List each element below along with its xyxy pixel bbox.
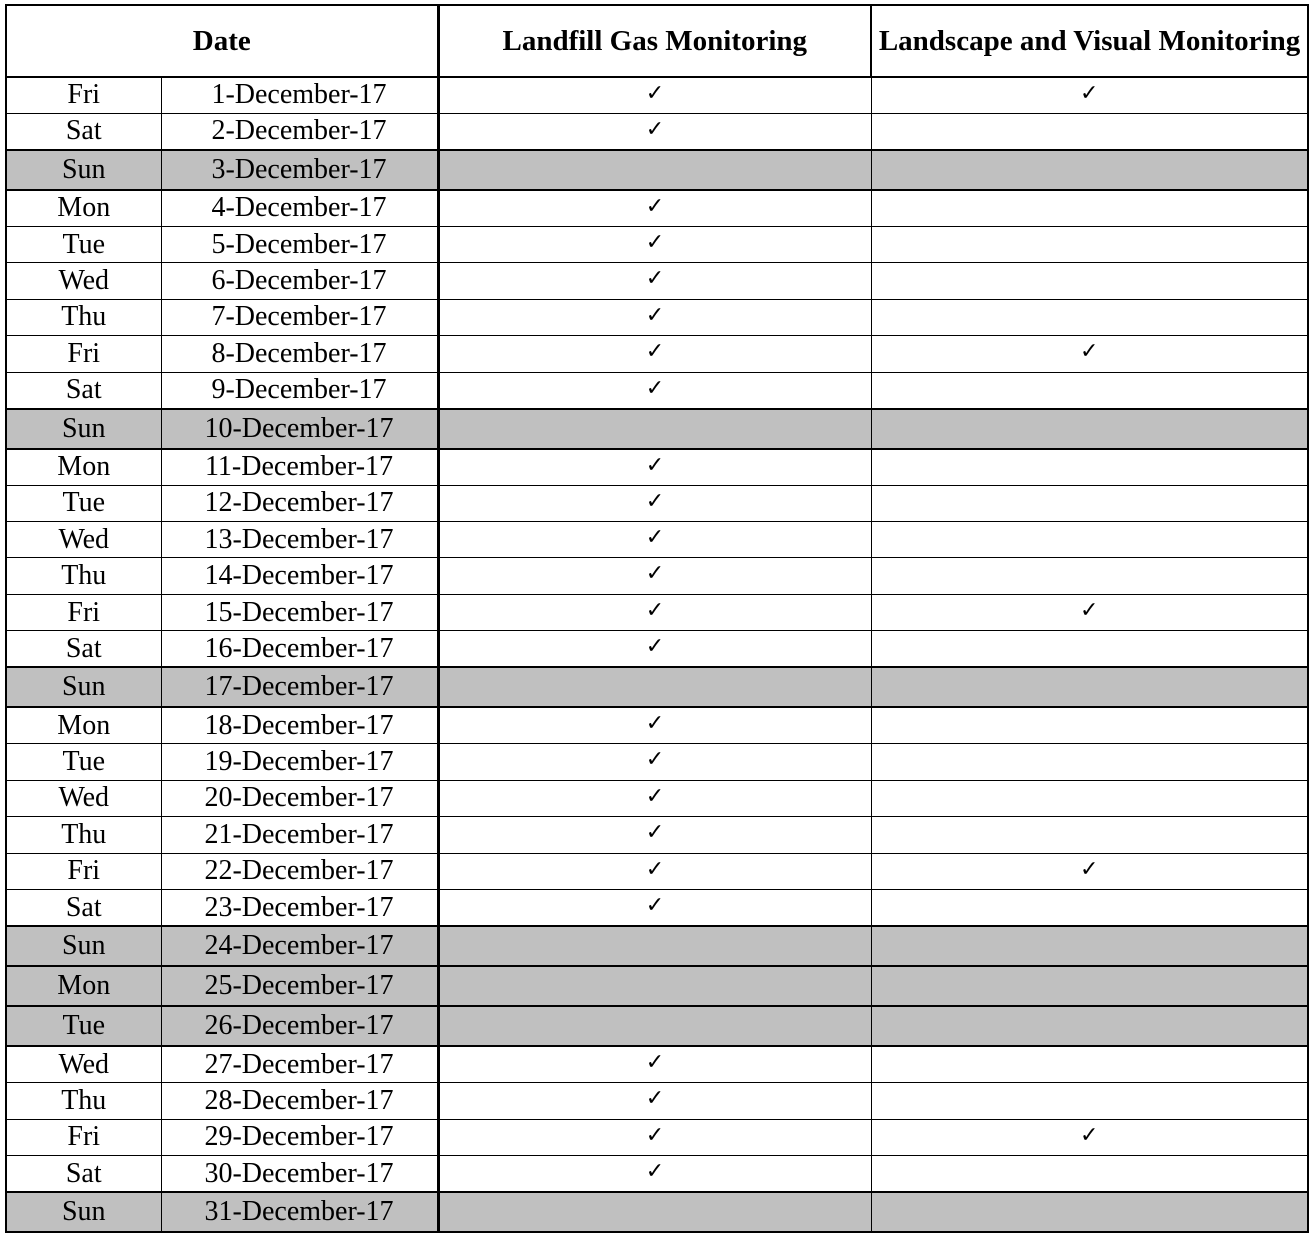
date-cell: 11-December-17	[161, 449, 438, 485]
landscape-visual-cell	[871, 449, 1308, 485]
date-cell: 12-December-17	[161, 485, 438, 521]
table-row	[6, 817, 1308, 853]
table-row	[6, 485, 1308, 521]
landfill-gas-cell	[438, 449, 871, 485]
landscape-visual-cell	[871, 522, 1308, 558]
date-cell: 25-December-17	[161, 966, 438, 1006]
check-mark-icon: ✓	[645, 783, 665, 809]
check-mark-icon: ✓	[645, 747, 665, 773]
table-row	[6, 1083, 1308, 1119]
date-cell: 17-December-17	[161, 667, 438, 707]
check-mark-icon: ✓	[645, 597, 665, 623]
table-row	[6, 1156, 1308, 1192]
check-mark-icon: ✓	[645, 81, 665, 106]
landscape-visual-cell	[871, 1156, 1308, 1192]
check-mark-icon: ✓	[645, 266, 665, 292]
date-cell: 24-December-17	[161, 926, 438, 966]
landscape-visual-cell	[871, 1119, 1308, 1155]
landfill-gas-cell	[438, 190, 871, 226]
landfill-gas-cell	[438, 1156, 871, 1192]
date-cell: 9-December-17	[161, 372, 438, 408]
date-cell: 29-December-17	[161, 1119, 438, 1155]
table-row	[6, 707, 1308, 743]
day-cell: Sat	[6, 372, 161, 408]
day-cell: Sun	[6, 409, 161, 449]
day-cell: Sun	[6, 926, 161, 966]
day-cell: Wed	[6, 263, 161, 299]
landfill-gas-cell	[438, 1119, 871, 1155]
day-cell: Sat	[6, 631, 161, 667]
check-mark-icon: ✓	[645, 525, 665, 551]
check-mark-icon: ✓	[1080, 856, 1099, 882]
date-cell: 2-December-17	[161, 113, 438, 149]
landfill-gas-cell	[438, 631, 871, 667]
day-cell: Sat	[6, 890, 161, 926]
landfill-gas-cell	[438, 77, 871, 113]
day-cell: Wed	[6, 780, 161, 816]
landscape-visual-cell	[871, 853, 1308, 889]
table-row	[6, 631, 1308, 667]
day-cell: Fri	[6, 853, 161, 889]
check-mark-icon: ✓	[645, 820, 665, 846]
day-cell: Tue	[6, 744, 161, 780]
date-cell: 28-December-17	[161, 1083, 438, 1119]
landfill-gas-column-header: Landfill Gas Monitoring	[438, 5, 871, 77]
date-cell: 19-December-17	[161, 744, 438, 780]
landfill-gas-cell	[438, 817, 871, 853]
table-row	[6, 667, 1308, 707]
landscape-visual-cell	[871, 1006, 1308, 1046]
table-row	[6, 150, 1308, 190]
landscape-visual-cell	[871, 1046, 1308, 1082]
landfill-gas-cell	[438, 780, 871, 816]
landfill-gas-cell	[438, 966, 871, 1006]
landfill-gas-cell	[438, 336, 871, 372]
landfill-gas-cell	[438, 890, 871, 926]
landfill-gas-cell	[438, 1046, 871, 1082]
landscape-visual-cell	[871, 77, 1308, 113]
check-mark-icon: ✓	[645, 488, 665, 514]
table-row	[6, 190, 1308, 226]
table-row	[6, 1046, 1308, 1082]
date-cell: 26-December-17	[161, 1006, 438, 1046]
table-row	[6, 890, 1308, 926]
date-cell: 6-December-17	[161, 263, 438, 299]
day-cell: Fri	[6, 594, 161, 630]
table-row	[6, 1006, 1308, 1046]
landfill-gas-cell	[438, 558, 871, 594]
day-cell: Tue	[6, 226, 161, 262]
check-mark-icon: ✓	[645, 561, 665, 587]
date-cell: 22-December-17	[161, 853, 438, 889]
day-cell: Thu	[6, 558, 161, 594]
day-cell: Fri	[6, 1119, 161, 1155]
landfill-gas-cell	[438, 522, 871, 558]
check-mark-icon: ✓	[1080, 339, 1099, 365]
landscape-visual-cell	[871, 150, 1308, 190]
landfill-gas-cell	[438, 226, 871, 262]
landfill-gas-cell	[438, 1083, 871, 1119]
landscape-visual-cell	[871, 299, 1308, 335]
landscape-visual-cell	[871, 1083, 1308, 1119]
table-row	[6, 77, 1308, 113]
check-mark-icon: ✓	[645, 634, 665, 660]
landfill-gas-cell	[438, 1192, 871, 1232]
table-row	[6, 1119, 1308, 1155]
landscape-visual-cell	[871, 485, 1308, 521]
day-cell: Mon	[6, 966, 161, 1006]
day-cell: Wed	[6, 1046, 161, 1082]
landscape-visual-cell	[871, 667, 1308, 707]
landscape-visual-cell	[871, 890, 1308, 926]
landscape-visual-cell	[871, 409, 1308, 449]
landfill-gas-cell	[438, 1006, 871, 1046]
check-mark-icon: ✓	[645, 1159, 665, 1185]
day-cell: Sat	[6, 113, 161, 149]
landscape-visual-cell	[871, 1192, 1308, 1232]
day-cell: Fri	[6, 77, 161, 113]
day-cell: Tue	[6, 485, 161, 521]
day-cell: Tue	[6, 1006, 161, 1046]
date-cell: 13-December-17	[161, 522, 438, 558]
check-mark-icon: ✓	[1080, 1122, 1099, 1148]
date-cell: 30-December-17	[161, 1156, 438, 1192]
date-cell: 1-December-17	[161, 77, 438, 113]
check-mark-icon: ✓	[645, 302, 665, 328]
landscape-visual-cell	[871, 631, 1308, 667]
date-cell: 31-December-17	[161, 1192, 438, 1232]
landscape-visual-cell	[871, 113, 1308, 149]
check-mark-icon: ✓	[645, 375, 665, 401]
table-header	[6, 5, 1308, 77]
table-row	[6, 558, 1308, 594]
check-mark-icon: ✓	[645, 116, 665, 142]
date-cell: 14-December-17	[161, 558, 438, 594]
table-row	[6, 594, 1308, 630]
landfill-gas-cell	[438, 409, 871, 449]
landfill-gas-cell	[438, 485, 871, 521]
date-cell: 8-December-17	[161, 336, 438, 372]
day-cell: Sun	[6, 1192, 161, 1232]
date-cell: 21-December-17	[161, 817, 438, 853]
day-cell: Sun	[6, 150, 161, 190]
landfill-gas-cell	[438, 853, 871, 889]
landscape-visual-cell	[871, 263, 1308, 299]
day-cell: Mon	[6, 449, 161, 485]
landfill-gas-cell	[438, 372, 871, 408]
date-cell: 5-December-17	[161, 226, 438, 262]
date-cell: 27-December-17	[161, 1046, 438, 1082]
table-row	[6, 449, 1308, 485]
check-mark-icon: ✓	[1080, 81, 1099, 106]
table-row	[6, 853, 1308, 889]
day-cell: Thu	[6, 1083, 161, 1119]
landscape-visual-cell	[871, 707, 1308, 743]
check-mark-icon: ✓	[645, 1050, 665, 1076]
landscape-visual-cell	[871, 372, 1308, 408]
check-mark-icon: ✓	[645, 229, 665, 255]
table-row	[6, 926, 1308, 966]
landfill-gas-cell	[438, 744, 871, 780]
landfill-gas-cell	[438, 667, 871, 707]
monitoring-schedule-table	[5, 4, 1309, 1233]
landfill-gas-cell	[438, 594, 871, 630]
landscape-visual-cell	[871, 926, 1308, 966]
check-mark-icon: ✓	[645, 856, 665, 882]
landfill-gas-cell	[438, 707, 871, 743]
date-cell: 16-December-17	[161, 631, 438, 667]
check-mark-icon: ✓	[645, 1086, 665, 1112]
day-cell: Mon	[6, 707, 161, 743]
landscape-visual-cell	[871, 336, 1308, 372]
check-mark-icon: ✓	[645, 193, 665, 219]
date-cell: 10-December-17	[161, 409, 438, 449]
day-cell: Wed	[6, 522, 161, 558]
check-mark-icon: ✓	[645, 893, 665, 919]
table-row	[6, 780, 1308, 816]
landscape-visual-cell	[871, 966, 1308, 1006]
day-cell: Thu	[6, 299, 161, 335]
landscape-visual-cell	[871, 780, 1308, 816]
landscape-visual-cell	[871, 594, 1308, 630]
check-mark-icon: ✓	[645, 1122, 665, 1148]
landfill-gas-cell	[438, 150, 871, 190]
table-row	[6, 263, 1308, 299]
check-mark-icon: ✓	[1080, 597, 1099, 623]
table-body	[6, 77, 1308, 1232]
landscape-visual-cell	[871, 190, 1308, 226]
table-row	[6, 409, 1308, 449]
date-cell: 15-December-17	[161, 594, 438, 630]
landscape-visual-column-header: Landscape and Visual Monitoring	[871, 5, 1308, 77]
table-row	[6, 299, 1308, 335]
landscape-visual-cell	[871, 226, 1308, 262]
check-mark-icon: ✓	[645, 452, 665, 478]
landfill-gas-cell	[438, 113, 871, 149]
day-cell: Thu	[6, 817, 161, 853]
day-cell: Fri	[6, 336, 161, 372]
check-mark-icon: ✓	[645, 339, 665, 365]
date-cell: 20-December-17	[161, 780, 438, 816]
landscape-visual-cell	[871, 744, 1308, 780]
table-row	[6, 226, 1308, 262]
header-row	[6, 5, 1308, 77]
table-row	[6, 336, 1308, 372]
table-row	[6, 744, 1308, 780]
table-row	[6, 522, 1308, 558]
date-cell: 4-December-17	[161, 190, 438, 226]
date-cell: 3-December-17	[161, 150, 438, 190]
table-row	[6, 1192, 1308, 1232]
day-cell: Mon	[6, 190, 161, 226]
date-column-header: Date	[6, 5, 438, 77]
date-cell: 7-December-17	[161, 299, 438, 335]
check-mark-icon: ✓	[645, 711, 665, 737]
landscape-visual-cell	[871, 817, 1308, 853]
day-cell: Sat	[6, 1156, 161, 1192]
table-row	[6, 966, 1308, 1006]
landfill-gas-cell	[438, 299, 871, 335]
day-cell: Sun	[6, 667, 161, 707]
landscape-visual-cell	[871, 558, 1308, 594]
date-cell: 23-December-17	[161, 890, 438, 926]
table-row	[6, 113, 1308, 149]
date-cell: 18-December-17	[161, 707, 438, 743]
table-row	[6, 372, 1308, 408]
landfill-gas-cell	[438, 926, 871, 966]
landfill-gas-cell	[438, 263, 871, 299]
